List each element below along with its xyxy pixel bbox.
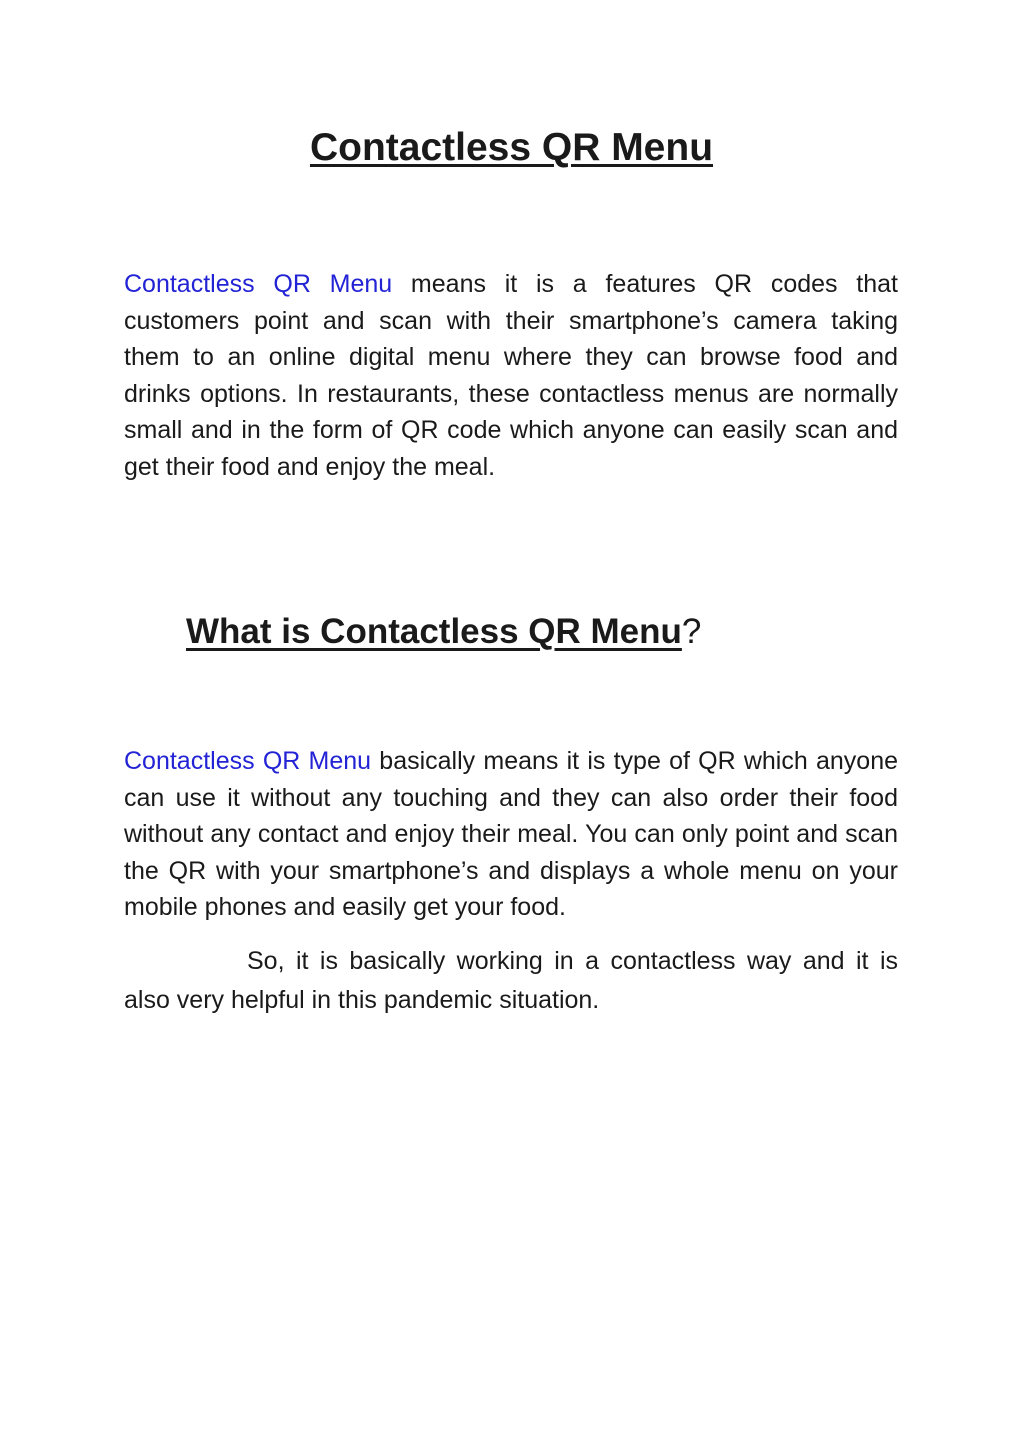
section-paragraph [124, 743, 898, 926]
page-title [0, 124, 1023, 172]
intro-text: means it is a features QR codes that customers point and scan with their smartphone’s camera taking them to an online digital menu where they can browse food and drinks options. In restaurants, these contactless menus are normally small and in the form of QR code which anyone can easily scan and get their food and enjoy the meal. [124, 270, 898, 481]
intro-paragraph [124, 266, 898, 485]
intro-link[interactable]: Contactless QR Menu [124, 270, 393, 298]
closing-paragraph: So, it is basically working in a contactless way and it is also very helpful in this pandemic situation. [124, 947, 898, 1014]
section-link[interactable]: Contactless QR Menu [124, 747, 372, 775]
section-text: basically means it is type of QR which anyone can use it without any touching and they can also order their food without any contact and enjoy their meal. You can only point and scan the QR with your smartphone’s and displays a whole menu on your mobile phones and easily get your food. [124, 747, 898, 921]
section-heading [186, 610, 701, 654]
page-title-text: Contactless QR Menu [309, 126, 714, 169]
section-heading-text: What is Contactless QR Menu [186, 612, 682, 651]
section-heading-suffix: ? [681, 612, 702, 651]
